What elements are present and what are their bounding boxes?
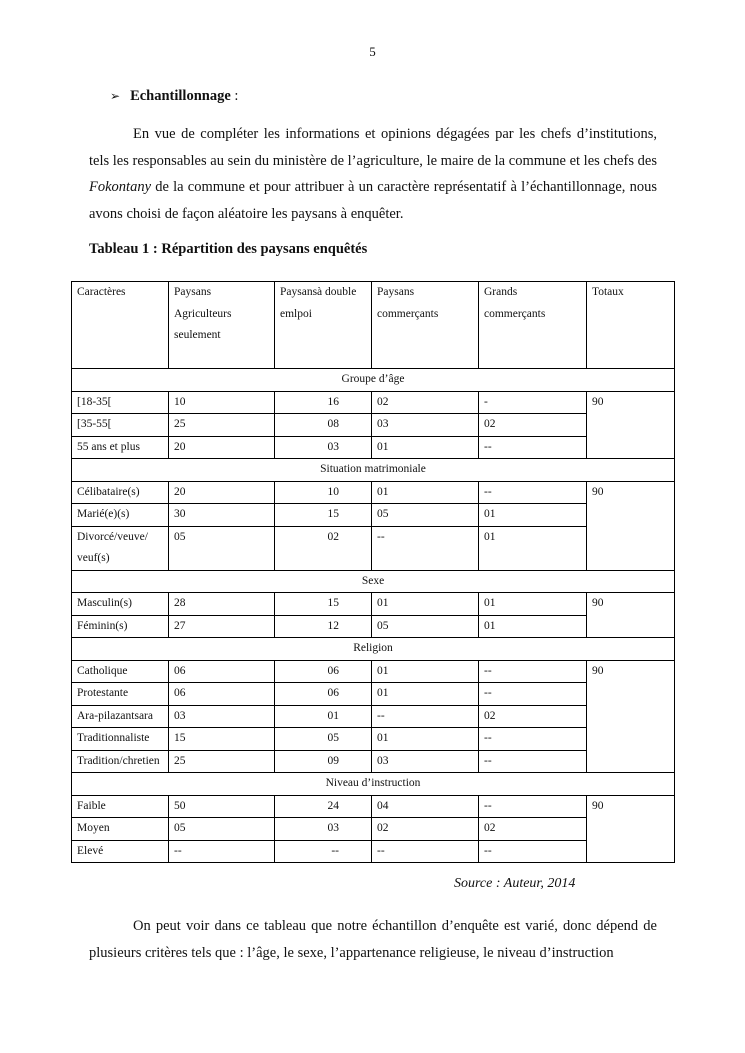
row-label-cell: [18-35[ bbox=[72, 391, 169, 414]
group-header-row bbox=[72, 773, 675, 796]
table-cell: 01 bbox=[372, 660, 479, 683]
row-label-cell: Faible bbox=[72, 795, 169, 818]
table-cell: 16 bbox=[275, 391, 372, 414]
table-cell: -- bbox=[479, 683, 587, 706]
table-row bbox=[72, 728, 675, 751]
table-cell: 50 bbox=[169, 795, 275, 818]
table-row bbox=[72, 414, 675, 437]
table-cell: 01 bbox=[479, 615, 587, 638]
table-cell: 02 bbox=[372, 391, 479, 414]
section-title-suffix: : bbox=[230, 88, 239, 104]
table-cell: 02 bbox=[479, 414, 587, 437]
table-cell: - bbox=[479, 391, 587, 414]
table-row bbox=[72, 615, 675, 638]
row-label-cell: Divorcé/veuve/ veuf(s) bbox=[72, 526, 169, 570]
table-cell: -- bbox=[275, 840, 372, 863]
table-cell: 15 bbox=[169, 728, 275, 751]
total-cell: 90 bbox=[587, 795, 675, 863]
group-label: Sexe bbox=[72, 570, 675, 593]
table-cell: 01 bbox=[372, 436, 479, 459]
table-cell: -- bbox=[479, 481, 587, 504]
header-cell: Paysans Agriculteurs seulement bbox=[169, 282, 275, 369]
intro-italic: Fokontany bbox=[89, 179, 152, 196]
group-header-row bbox=[72, 459, 675, 482]
table-cell: -- bbox=[479, 728, 587, 751]
intro-part1: En vue de compléter les informations et opinions dégagées par les chefs d’institutions, tels les responsables au sein du ministère de l’agriculture, le maire de la commune et les chefs des bbox=[89, 126, 657, 169]
table-cell: 05 bbox=[275, 728, 372, 751]
row-label-cell: Protestante bbox=[72, 683, 169, 706]
table-cell: 01 bbox=[275, 705, 372, 728]
table-cell: 02 bbox=[479, 818, 587, 841]
table-cell: 05 bbox=[372, 615, 479, 638]
table-cell: 01 bbox=[372, 728, 479, 751]
table-cell: 20 bbox=[169, 436, 275, 459]
table-row bbox=[72, 526, 675, 570]
header-cell: Caractères bbox=[72, 282, 169, 369]
table-cell: 03 bbox=[372, 750, 479, 773]
intro-paragraph bbox=[89, 121, 657, 228]
table-cell: 25 bbox=[169, 414, 275, 437]
table-cell: 05 bbox=[169, 526, 275, 570]
table-row bbox=[72, 705, 675, 728]
table-cell: 10 bbox=[275, 481, 372, 504]
table-cell: 02 bbox=[479, 705, 587, 728]
table-cell: -- bbox=[479, 795, 587, 818]
table-cell: -- bbox=[372, 840, 479, 863]
row-label-cell: Marié(e)(s) bbox=[72, 504, 169, 527]
table-cell: 01 bbox=[479, 526, 587, 570]
table-row bbox=[72, 504, 675, 527]
row-label-cell: [35-55[ bbox=[72, 414, 169, 437]
table-header-row bbox=[72, 282, 675, 369]
intro-part2: de la commune et pour attribuer à un caractère représentatif à l’échantillonnage, nous avons choisi de façon aléatoire les paysans à enquêter. bbox=[89, 179, 657, 223]
table-row bbox=[72, 481, 675, 504]
table-cell: 03 bbox=[169, 705, 275, 728]
row-label-cell: Traditionnaliste bbox=[72, 728, 169, 751]
table-cell: 02 bbox=[275, 526, 372, 570]
table-cell: 03 bbox=[275, 818, 372, 841]
row-label-cell: 55 ans et plus bbox=[72, 436, 169, 459]
group-label: Situation matrimoniale bbox=[72, 459, 675, 482]
table-row bbox=[72, 818, 675, 841]
section-title: Echantillonnage bbox=[130, 88, 231, 104]
table-row bbox=[72, 840, 675, 863]
table-cell: 06 bbox=[275, 660, 372, 683]
group-label: Groupe d’âge bbox=[72, 369, 675, 392]
total-cell: 90 bbox=[587, 660, 675, 773]
row-label-cell: Catholique bbox=[72, 660, 169, 683]
row-label-cell: Masculin(s) bbox=[72, 593, 169, 616]
header-cell: Grands commerçants bbox=[479, 282, 587, 369]
table-cell: 01 bbox=[479, 504, 587, 527]
row-label-cell: Ara-pilazantsara bbox=[72, 705, 169, 728]
table-cell: -- bbox=[479, 436, 587, 459]
table-cell: -- bbox=[372, 705, 479, 728]
table-row bbox=[72, 436, 675, 459]
table-cell: 02 bbox=[372, 818, 479, 841]
table-cell: -- bbox=[479, 660, 587, 683]
group-header-row bbox=[72, 570, 675, 593]
group-label: Niveau d’instruction bbox=[72, 773, 675, 796]
survey-table bbox=[71, 281, 675, 863]
table-cell: 06 bbox=[169, 660, 275, 683]
table-cell: 03 bbox=[372, 414, 479, 437]
table-cell: 27 bbox=[169, 615, 275, 638]
table-row bbox=[72, 795, 675, 818]
group-header-row bbox=[72, 369, 675, 392]
header-cell: Paysans commerçants bbox=[372, 282, 479, 369]
row-label-cell: Célibataire(s) bbox=[72, 481, 169, 504]
table-cell: 10 bbox=[169, 391, 275, 414]
table-cell: 05 bbox=[169, 818, 275, 841]
section-heading bbox=[110, 88, 238, 105]
table-cell: 24 bbox=[275, 795, 372, 818]
table-cell: 05 bbox=[372, 504, 479, 527]
table-cell: 04 bbox=[372, 795, 479, 818]
table-cell: -- bbox=[479, 840, 587, 863]
total-cell: 90 bbox=[587, 593, 675, 638]
table-row bbox=[72, 391, 675, 414]
table-cell: 30 bbox=[169, 504, 275, 527]
table-row bbox=[72, 660, 675, 683]
table-cell: 08 bbox=[275, 414, 372, 437]
table-cell: 03 bbox=[275, 436, 372, 459]
table-cell: 06 bbox=[169, 683, 275, 706]
total-cell: 90 bbox=[587, 481, 675, 570]
table-cell: -- bbox=[169, 840, 275, 863]
table-title: Tableau 1 : Répartition des paysans enquêtés bbox=[89, 241, 368, 257]
table-cell: 15 bbox=[275, 593, 372, 616]
table-cell: 01 bbox=[372, 481, 479, 504]
group-label: Religion bbox=[72, 638, 675, 661]
total-cell: 90 bbox=[587, 391, 675, 459]
table-cell: 06 bbox=[275, 683, 372, 706]
header-cell: Paysansà double emlpoi bbox=[275, 282, 372, 369]
arrow-bullet-icon: ➢ bbox=[110, 89, 121, 103]
table-source: Source : Auteur, 2014 bbox=[454, 876, 576, 891]
table-row bbox=[72, 593, 675, 616]
group-header-row bbox=[72, 638, 675, 661]
page-number: 5 bbox=[369, 44, 376, 59]
row-label-cell: Moyen bbox=[72, 818, 169, 841]
table-cell: 12 bbox=[275, 615, 372, 638]
table-cell: -- bbox=[372, 526, 479, 570]
table-cell: 09 bbox=[275, 750, 372, 773]
row-label-cell: Tradition/chretien bbox=[72, 750, 169, 773]
table-row bbox=[72, 683, 675, 706]
table-cell: 01 bbox=[372, 683, 479, 706]
table-cell: 01 bbox=[479, 593, 587, 616]
table-cell: 15 bbox=[275, 504, 372, 527]
table-cell: 01 bbox=[372, 593, 479, 616]
table-cell: 25 bbox=[169, 750, 275, 773]
header-cell: Totaux bbox=[587, 282, 675, 369]
table-cell: 28 bbox=[169, 593, 275, 616]
row-label-cell: Féminin(s) bbox=[72, 615, 169, 638]
table-cell: 20 bbox=[169, 481, 275, 504]
table-row bbox=[72, 750, 675, 773]
conclusion-paragraph: On peut voir dans ce tableau que notre échantillon d’enquête est varié, donc dépend de plusieurs critères tels que : l’âge, le sexe, l’appartenance religieuse, le niveau d’instruction bbox=[89, 918, 657, 961]
table-cell: -- bbox=[479, 750, 587, 773]
row-label-cell: Elevé bbox=[72, 840, 169, 863]
